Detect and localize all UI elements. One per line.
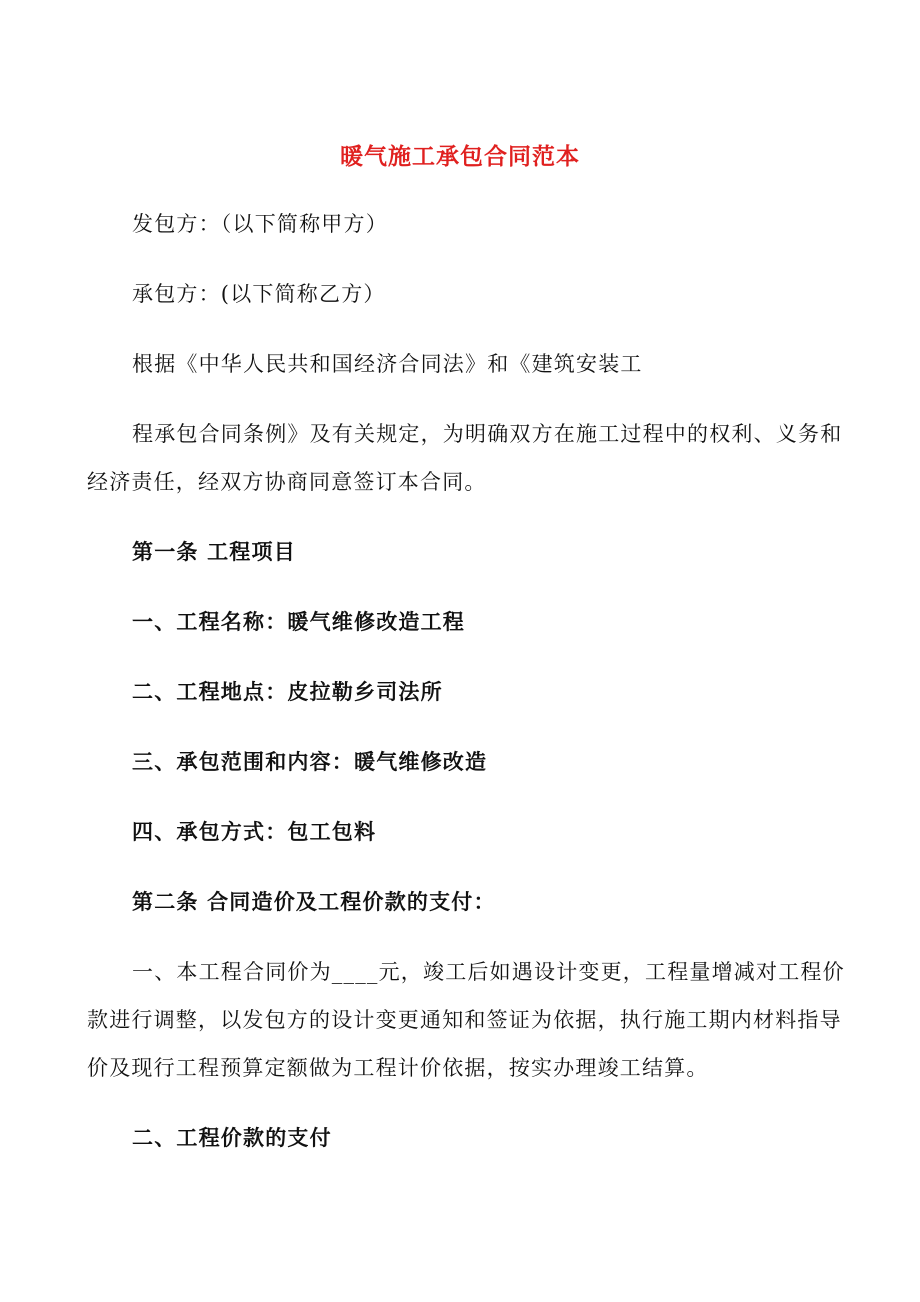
project-name-line: 一、工程名称：暖气维修改造工程 [132,609,465,634]
price-clause-line-3: 价及现行工程预算定额做为工程计价依据，按实办理竣工结算。 [87,1056,709,1080]
document-title: 暖气施工承包合同范本 [340,143,580,170]
contract-mode-line: 四、承包方式：包工包料 [132,819,377,844]
preamble-line-3: 经济责任，经双方协商同意签订本合同。 [87,470,487,494]
project-location-line: 二、工程地点：皮拉勒乡司法所 [132,679,443,704]
price-clause-line-2: 款进行调整，以发包方的设计变更通知和签证为依据，执行施工期内材料指导 [87,1008,842,1032]
party-b-line: 承包方：(以下简称乙方） [132,282,386,306]
scope-line: 三、承包范围和内容：暖气维修改造 [132,749,488,774]
payment-heading: 二、工程价款的支付 [132,1125,332,1150]
price-clause-line-1: 一、本工程合同价为____元，竣工后如遇设计变更，工程量增减对工程价 [132,960,845,984]
preamble-line-1: 根据《中华人民共和国经济合同法》和《建筑安装工 [132,352,643,376]
party-a-line: 发包方：（以下简称甲方） [132,212,388,236]
article-2-heading: 第二条 合同造价及工程价款的支付： [132,889,496,914]
article-1-heading: 第一条 工程项目 [132,539,296,564]
preamble-line-2: 程承包合同条例》及有关规定，为明确双方在施工过程中的权利、义务和 [132,422,843,446]
